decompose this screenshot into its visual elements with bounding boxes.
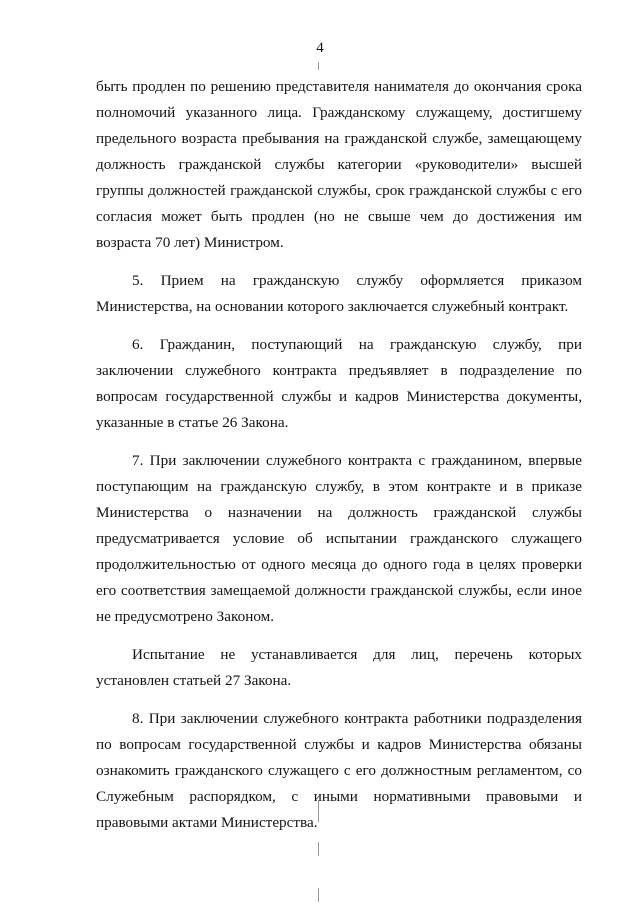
paragraph-item-5: 5. Прием на гражданскую службу оформляется приказом Министерства, на основании которого заключается служебный контракт. [96, 272, 582, 315]
paragraph-continued: быть продлен по решению представителя нанимателя до окончания срока полномочий указанного лица. Гражданскому служащему, достигшему предельного возраста пребывания на гражданской службе, замещающему должность гражданской службы категории «руководители» высшей группы должностей гражданской службы, срок гражданской службы с его согласия может быть продлен (но не свыше чем до достижения им возраста 70 лет) Министром. [96, 78, 582, 251]
paragraph-probation-exception: Испытание не устанавливается для лиц, перечень которых установлен статьей 27 Закона. [96, 646, 582, 689]
paragraph-item-7: 7. При заключении служебного контракта с гражданином, впервые поступающим на гражданскую службу, в этом контракте и в приказе Министерства о назначении на должность гражданской службы предусматривается условие об испытании гражданского служащего продолжительностью от одного месяца до одного года в целях проверки его соответствия замещаемой должности гражданской службы, если иное не предусмотрено Законом. [96, 452, 582, 625]
scan-artifact-line [318, 888, 319, 902]
scan-artifact-line [318, 62, 319, 70]
document-body [96, 74, 582, 848]
paragraph-item-8: 8. При заключении служебного контракта работники подразделения по вопросам государственной службы и кадров Министерства обязаны ознакомить гражданского служащего с его должностным регламентом, со Служебным распорядком, с иными нормативными правовыми и правовыми актами Министерства. [96, 710, 582, 831]
page-number: 4 [316, 40, 324, 56]
paragraph-item-6: 6. Гражданин, поступающий на гражданскую службу, при заключении служебного контракта предъявляет в подразделение по вопросам государственной службы и кадров Министерства документы, указанные в статье 26 Закона. [96, 336, 582, 431]
